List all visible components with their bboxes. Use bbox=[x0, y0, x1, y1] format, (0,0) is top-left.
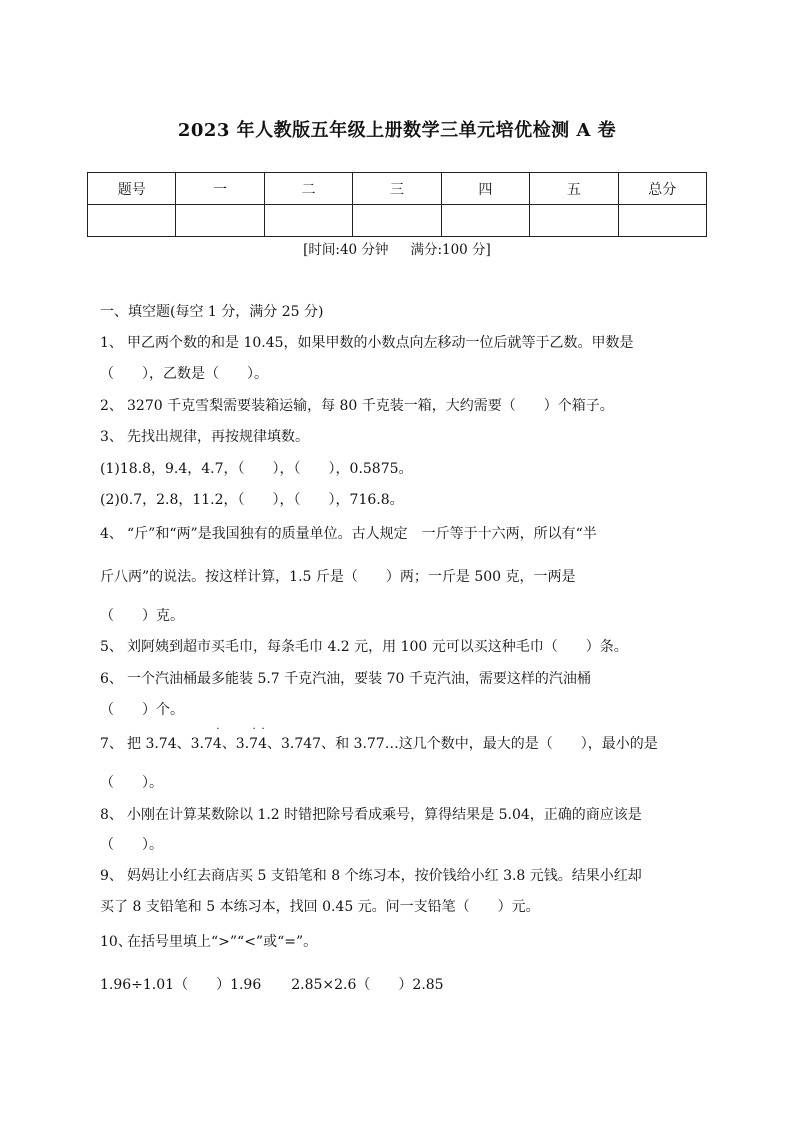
question-number: 1、 bbox=[100, 335, 123, 351]
question-3 bbox=[100, 426, 309, 446]
question-number: 6、 bbox=[100, 671, 123, 687]
question-1 bbox=[100, 332, 634, 352]
question-text-c: 、3. bbox=[221, 736, 250, 752]
header-cell: 总分 bbox=[618, 173, 706, 205]
question-text: 小刚在计算某数除以 1.2 时错把除号看成乘号，算得结果是 5.04，正确的商应该是 bbox=[127, 807, 642, 823]
header-cell: 四 bbox=[441, 173, 529, 205]
question-9-cont: 买了 8 支铅笔和 5 本练习本，找回 0.45 元。问一支铅笔（ ）元。 bbox=[100, 899, 540, 915]
question-number: 5、 bbox=[100, 639, 123, 655]
question-text-f: 、3.747、和 3.77…这几个数中，最大的是（ ），最小的是 bbox=[267, 736, 658, 752]
question-number: 3、 bbox=[100, 429, 123, 445]
score-cell[interactable] bbox=[88, 205, 176, 237]
question-5 bbox=[100, 636, 628, 656]
score-header-row bbox=[88, 173, 707, 205]
header-cell: 二 bbox=[264, 173, 352, 205]
section-title: 一、填空题(每空 1 分，满分 25 分) bbox=[100, 304, 324, 320]
repeating-digit: 4 ˙ bbox=[213, 736, 222, 752]
header-cell: 三 bbox=[353, 173, 441, 205]
question-7 bbox=[100, 733, 658, 753]
score-table bbox=[87, 172, 707, 237]
question-text: 3270 千克雪梨需要装箱运输，每 80 千克装一箱，大约需要（ ）个箱子。 bbox=[127, 398, 614, 414]
question-6-cont: （ ）个。 bbox=[100, 702, 184, 718]
question-text: 在括号里填上“>”“<”或“=”。 bbox=[127, 934, 318, 950]
question-number: 2、 bbox=[100, 398, 123, 414]
question-text: 一个汽油桶最多能装 5.7 千克汽油，要装 70 千克汽油，需要这样的汽油桶 bbox=[127, 671, 591, 687]
full-score: 满分:100 分] bbox=[410, 242, 491, 258]
score-cell[interactable] bbox=[441, 205, 529, 237]
score-cell[interactable] bbox=[353, 205, 441, 237]
question-2 bbox=[100, 395, 614, 415]
question-4-cont: 斤八两”的说法。按这样计算，1.5 斤是（ ）两；一斤是 500 克，一两是 bbox=[100, 569, 576, 585]
question-number: 8、 bbox=[100, 807, 123, 823]
question-text: “斤”和“两”是我国独有的质量单位。古人规定 一斤等于十六两，所以有“半 bbox=[127, 526, 597, 542]
question-3-sub2: (2)0.7，2.8，11.2，（ ），（ ），716.8。 bbox=[100, 492, 404, 508]
score-cell[interactable] bbox=[530, 205, 618, 237]
score-cell[interactable] bbox=[264, 205, 352, 237]
score-value-row bbox=[88, 205, 707, 237]
question-9 bbox=[100, 865, 642, 885]
question-text: 妈妈让小红去商店买 5 支铅笔和 8 个练习本，按价钱给小红 3.8 元钱。结果小红却 bbox=[127, 868, 642, 884]
question-7-cont: （ ）。 bbox=[100, 775, 163, 791]
question-4-cont2: （ ）克。 bbox=[100, 608, 184, 624]
score-cell[interactable] bbox=[618, 205, 706, 237]
question-text: 刘阿姨到超市买毛巾，每条毛巾 4.2 元，用 100 元可以买这种毛巾（ ）条。 bbox=[127, 639, 628, 655]
question-4 bbox=[100, 523, 597, 543]
question-number: 4、 bbox=[100, 526, 123, 542]
repeating-digit: 4 ˙ bbox=[258, 736, 267, 752]
question-10-exprs bbox=[100, 974, 444, 994]
exam-meta bbox=[0, 238, 794, 258]
time-limit: [时间:40 分钟 bbox=[303, 242, 389, 258]
header-cell: 题号 bbox=[88, 173, 176, 205]
header-cell: 一 bbox=[176, 173, 264, 205]
score-cell[interactable] bbox=[176, 205, 264, 237]
repeating-digit: 7 ˙ bbox=[249, 736, 258, 752]
question-3-sub1: (1)18.8，9.4，4.7，（ ），（ ），0.5875。 bbox=[100, 461, 413, 477]
question-number: 7、 bbox=[100, 736, 123, 752]
question-1-cont: （ ），乙数是（ ）。 bbox=[100, 366, 268, 382]
header-cell: 五 bbox=[530, 173, 618, 205]
exam-title: 2023 年人教版五年级上册数学三单元培优检测 A 卷 bbox=[177, 120, 617, 141]
question-8 bbox=[100, 804, 642, 824]
question-text: 先找出规律，再按规律填数。 bbox=[127, 429, 309, 445]
comparison-1: 1.96÷1.01（ ）1.96 bbox=[100, 977, 262, 993]
question-6 bbox=[100, 668, 591, 688]
question-10 bbox=[100, 931, 317, 951]
comparison-2: 2.85×2.6（ ）2.85 bbox=[291, 977, 444, 993]
question-8-cont: （ ）。 bbox=[100, 837, 163, 853]
question-number: 10、 bbox=[100, 934, 132, 950]
question-number: 9、 bbox=[100, 868, 123, 884]
question-text-a: 把 3.74、3.7 bbox=[127, 736, 213, 752]
question-text: 甲乙两个数的和是 10.45，如果甲数的小数点向左移动一位后就等于乙数。甲数是 bbox=[127, 335, 634, 351]
